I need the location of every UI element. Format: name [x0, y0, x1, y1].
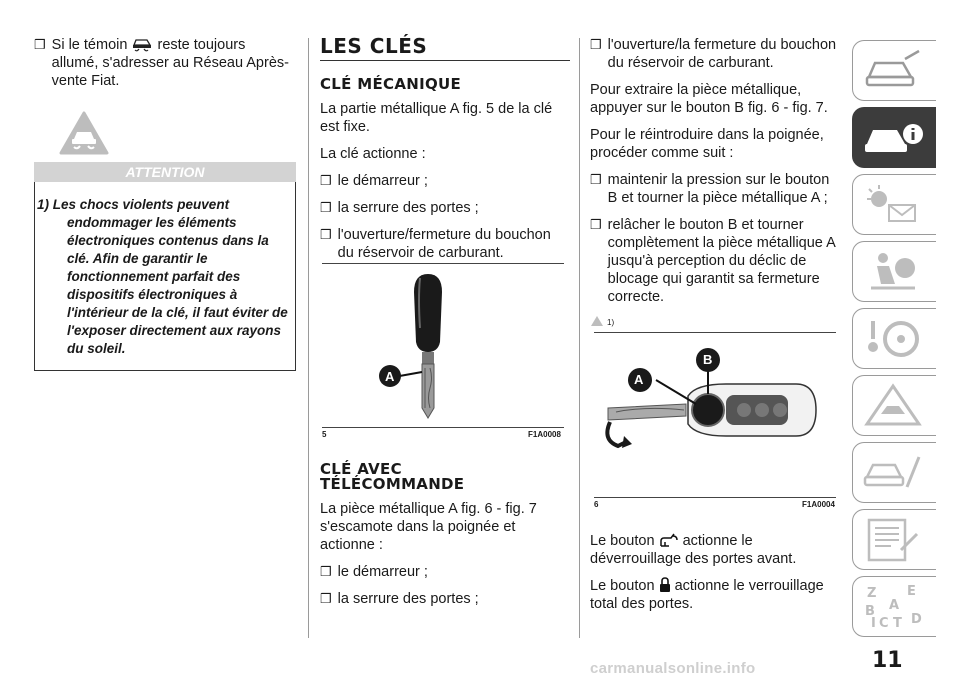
column-3	[590, 0, 840, 327]
warning-lights-icon	[861, 181, 925, 227]
steering-wheel-icon	[861, 315, 925, 361]
road-warning-icon	[861, 382, 925, 428]
bullet-box: ❒	[34, 37, 46, 52]
tab-letter: T	[893, 616, 902, 629]
intro-bullet	[34, 36, 296, 90]
section-title-remote-key: CLÉ AVEC TÉLÉCOMMANDE	[320, 460, 465, 493]
list-item: ❒ le démarreur ;	[320, 173, 428, 189]
list-item: ❒ la serrure des portes ;	[320, 591, 479, 607]
list-item: ❒ l'ouverture/fermeture du bouchon du réservoir de carburant.	[320, 227, 551, 261]
tab-letter: B	[865, 604, 875, 619]
tab-road-warning[interactable]	[852, 375, 936, 436]
tab-letter: C	[879, 616, 889, 629]
figure-6-bottom-rule	[594, 497, 836, 498]
section1-paragraph-1: La partie métallique A fig. 5 de la clé est fixe.	[320, 101, 553, 135]
airbag-icon	[861, 248, 925, 294]
list-item: ❒ maintenir la pression sur le bouton B et tourner la pièce métallique A ;	[590, 172, 830, 206]
tab-alphabetical-index[interactable]	[852, 576, 936, 637]
tab-car-info[interactable]	[852, 107, 936, 168]
col3-paragraph-1: Pour extraire la pièce métallique, appuyer sur le bouton B fig. 6 - fig. 7.	[590, 82, 828, 116]
car-skid-icon	[131, 36, 153, 52]
figure-5-bottom-rule	[322, 427, 564, 428]
list-item: ❒ la serrure des portes ;	[320, 200, 479, 216]
list-item: ❒ le démarreur ;	[320, 564, 428, 580]
list-item: ❒ relâcher le bouton B et tourner complètement la pièce métallique A jusqu'à perception du déclic de blocage qui garantit sa fermeture correcte.	[590, 217, 835, 305]
figure-6-number: 6	[594, 500, 599, 509]
column-divider	[308, 38, 309, 638]
tab-letter: A	[889, 598, 900, 613]
technical-data-icon	[861, 516, 925, 562]
door-unlock-icon	[659, 532, 679, 548]
car-service-icon	[861, 449, 925, 495]
page-title: LES CLÉS	[320, 34, 570, 61]
warning-triangle-small-icon	[590, 315, 604, 327]
warning-triangle-icon	[58, 110, 110, 156]
figure-5-number: 5	[322, 430, 327, 439]
alphabetical-index-icon	[861, 583, 925, 629]
tab-letter: Z	[867, 586, 877, 601]
column-2	[320, 0, 570, 271]
tab-steering-wheel[interactable]	[852, 308, 936, 369]
column-3-bottom	[590, 532, 840, 622]
page-number: 11	[872, 648, 903, 673]
lock-button-text: Le bouton actionne le verrouillage total des portes.	[590, 578, 824, 612]
remote-key-figure	[596, 340, 836, 460]
column-1	[34, 0, 296, 356]
intro-text-pre: Si le témoin	[51, 37, 128, 53]
figure-6-top-rule	[594, 332, 836, 333]
figure-5-code: F1A0008	[528, 430, 561, 439]
figure-5-top-rule	[322, 263, 564, 264]
car-overview-icon	[861, 47, 925, 93]
tab-letter: I	[871, 616, 876, 629]
section-2	[320, 462, 570, 617]
section1-paragraph-2: La clé actionne :	[320, 146, 426, 162]
col3-paragraph-2: Pour le réintroduire dans la poignée, procéder comme suit :	[590, 127, 824, 161]
warning-box	[34, 182, 296, 371]
tab-letter: E	[907, 584, 916, 599]
tab-letter: D	[911, 612, 922, 627]
section2-paragraph-1: La pièce métallique A fig. 6 - fig. 7 s'escamote dans la poignée et actionne :	[320, 501, 537, 553]
padlock-icon	[659, 577, 671, 593]
figure-6-label-b: B	[703, 352, 713, 367]
warning-title: ATTENTION	[34, 162, 296, 182]
column-divider	[579, 38, 580, 638]
tab-warning-lights[interactable]	[852, 174, 936, 235]
figure-6-code: F1A0004	[802, 500, 835, 509]
tab-car-service[interactable]	[852, 442, 936, 503]
warning-block	[34, 162, 296, 371]
warning-reference: 1)	[590, 315, 840, 327]
section-title-mechanical-key: CLÉ MÉCANIQUE	[320, 75, 462, 93]
tab-airbag[interactable]	[852, 241, 936, 302]
figure-5-label-a: A	[385, 369, 395, 384]
tab-car-overview[interactable]	[852, 40, 936, 101]
footer-watermark: carmanualsonline.info	[590, 660, 756, 677]
unlock-button-text: Le bouton actionne le déverrouillage des portes avant.	[590, 533, 797, 567]
mechanical-key-figure	[370, 268, 480, 426]
warning-text: 1) Les chocs violents peuvent endommager les éléments électroniques contenus dans la clé. Afin de garantir le fonctionnement parfait des dispositifs électroniques à l'intérieur de la clé, il faut éviter de l'exposer directement aux rayons du soleil.	[37, 197, 288, 356]
intro-text-post: reste toujours allumé, s'adresser au Réseau Après-vente Fiat.	[51, 37, 289, 89]
tab-technical-data[interactable]	[852, 509, 936, 570]
chapter-tabs	[852, 40, 936, 643]
list-item: ❒ l'ouverture/la fermeture du bouchon du réservoir de carburant.	[590, 37, 837, 71]
car-info-icon	[861, 114, 925, 160]
figure-6-label-a: A	[634, 372, 644, 387]
